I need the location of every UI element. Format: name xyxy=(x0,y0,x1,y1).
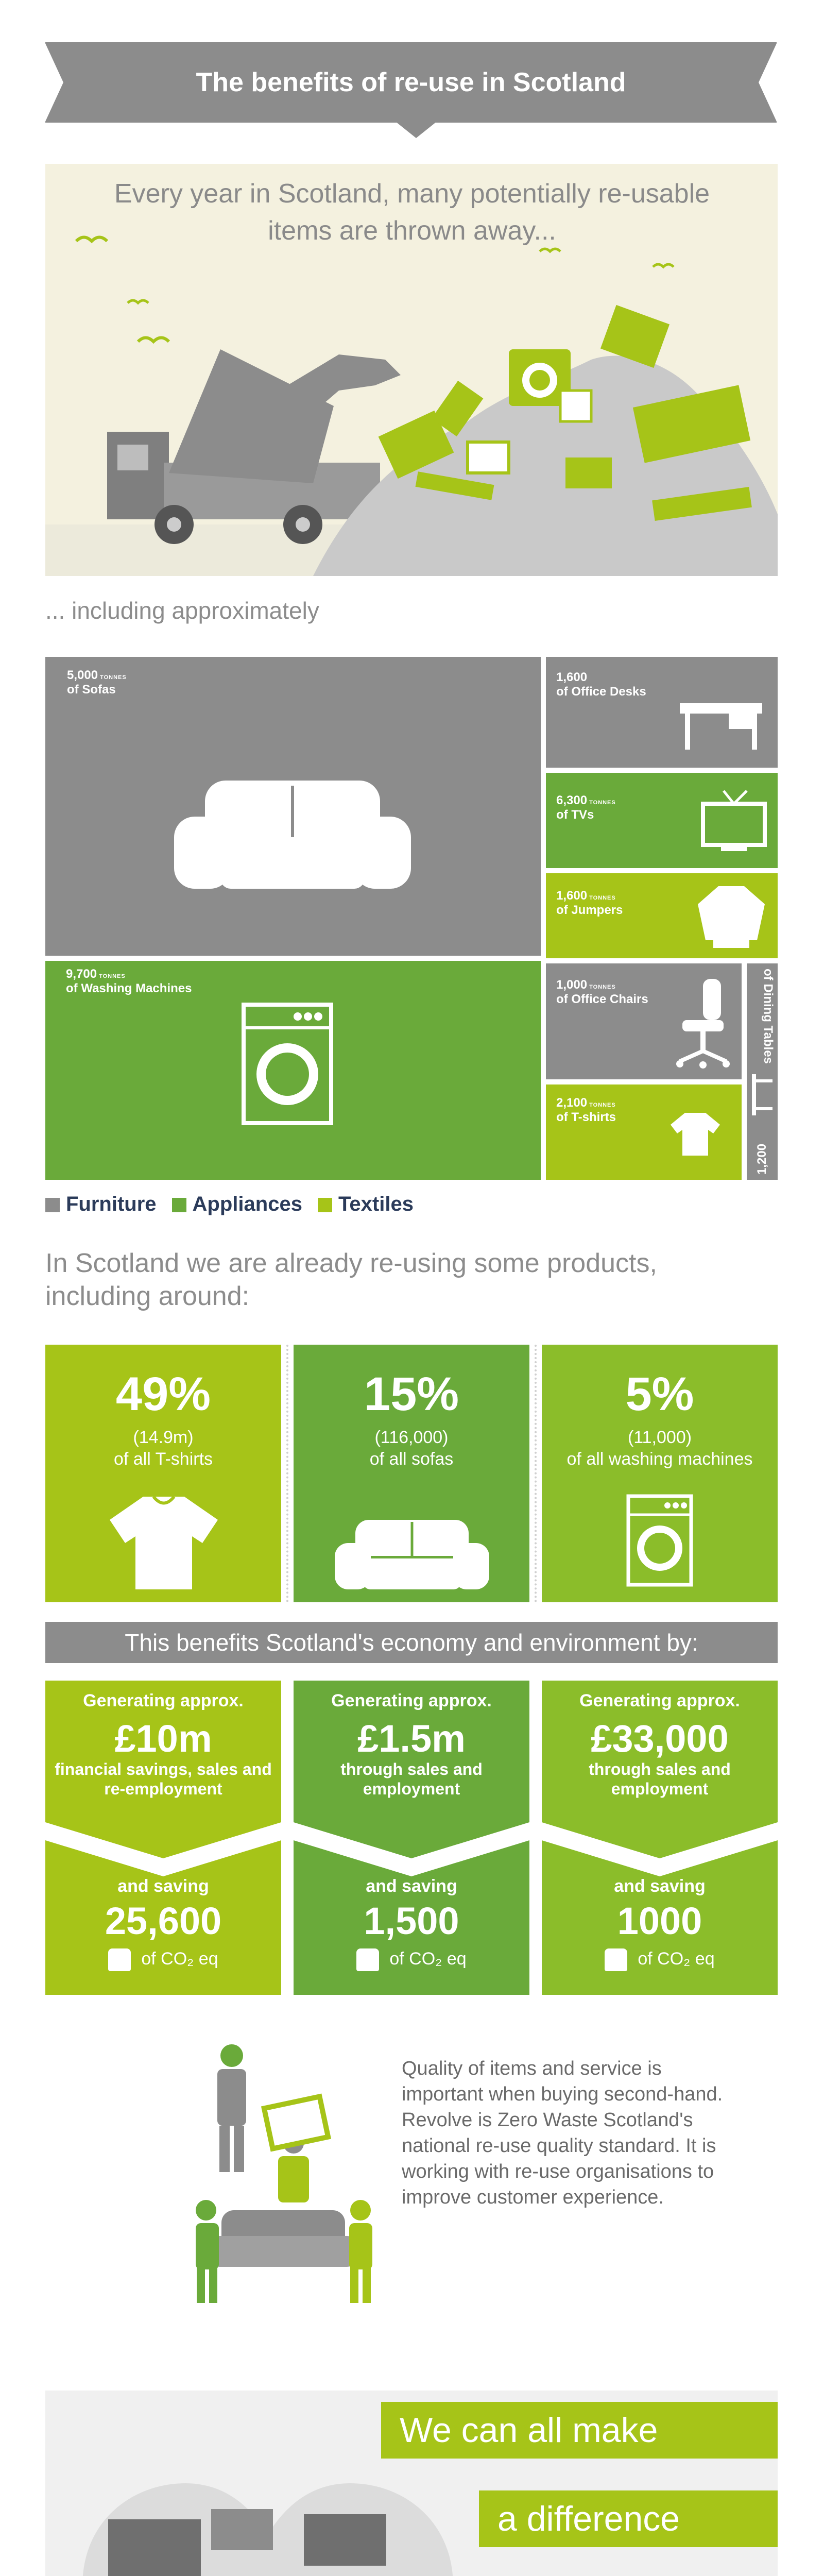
tile-office-chairs xyxy=(546,963,742,1079)
hero-text: Every year in Scotland, many potentially re-usable items are thrown away... xyxy=(114,179,710,246)
stat-tshirts-count: (14.9m) xyxy=(133,1428,194,1447)
benefit-3-tonnes: 1000 xyxy=(617,1900,702,1942)
benefit-3-desc: through sales and employment xyxy=(589,1760,731,1798)
tile-tshirts-label: of T-shirts xyxy=(556,1110,616,1124)
benefit-1-amount: £10m xyxy=(114,1717,212,1760)
benefit-1-tonnes: 25,600 xyxy=(105,1900,222,1942)
stat-washing-count: (11,000) xyxy=(627,1428,692,1447)
tile-tvs-label: of TVs xyxy=(556,808,594,822)
tile-sofas-label: of Sofas xyxy=(67,683,116,697)
office-chair-icon xyxy=(675,976,731,1069)
difference-line-2: a difference xyxy=(479,2490,778,2547)
tv-icon xyxy=(700,788,767,855)
benefit-1-co2: of CO₂ eq xyxy=(45,1948,281,1971)
washing-machine-icon xyxy=(626,1494,693,1587)
people-carrying-furniture-illustration xyxy=(191,2040,376,2308)
tshirt-icon xyxy=(670,1110,721,1157)
tile-dining-tables xyxy=(747,963,778,1180)
benefits-banner: This benefits Scotland's economy and environment by: xyxy=(45,1622,778,1663)
title-banner-pointer xyxy=(396,122,437,138)
jumper-icon xyxy=(695,884,767,951)
weight-icon xyxy=(108,1948,131,1971)
stat-tshirts-label: of all T-shirts xyxy=(113,1449,213,1469)
tile-chairs-num: 1,000 xyxy=(556,978,588,992)
tile-washing-label: of Washing Machines xyxy=(66,981,192,995)
already-reusing-heading: In Scotland we are already re-using some products, including around: xyxy=(45,1248,657,1311)
tonnes-unit: TONNES xyxy=(589,1102,616,1108)
including-heading: ... including approximately xyxy=(45,597,319,624)
benefit-2-saving: and saving xyxy=(366,1876,457,1896)
benefit-column-2 xyxy=(294,1681,529,1995)
tile-office-desks xyxy=(546,657,778,768)
tshirt-icon xyxy=(107,1494,220,1592)
heart-of-items-illustration xyxy=(62,2473,474,2576)
benefit-2-tonnes: 1,500 xyxy=(364,1900,459,1942)
tonnes-unit: TONNES xyxy=(589,984,616,990)
tile-tvs xyxy=(546,773,778,868)
legend-appliances-swatch xyxy=(172,1198,186,1212)
benefit-2-gen: Generating approx. xyxy=(331,1691,492,1710)
tile-dining-label: of Dining Tables xyxy=(761,969,775,1064)
tile-tshirts-num: 2,100 xyxy=(556,1096,588,1110)
stat-tshirts-pct: 49% xyxy=(115,1368,211,1420)
benefit-2-co2: of CO₂ eq xyxy=(294,1948,529,1971)
tile-desks-label: of Office Desks xyxy=(556,685,646,699)
tonnes-unit: TONNES xyxy=(99,973,126,979)
benefit-1-gen: Generating approx. xyxy=(83,1691,244,1710)
weight-icon xyxy=(356,1948,379,1971)
divider xyxy=(535,1345,537,1602)
stat-sofas-count: (116,000) xyxy=(374,1428,449,1447)
benefit-column-3 xyxy=(542,1681,778,1995)
stat-tshirts xyxy=(45,1345,281,1602)
tile-jumpers-label: of Jumpers xyxy=(556,903,623,917)
benefit-3-amount: £33,000 xyxy=(591,1717,729,1760)
sofa-icon xyxy=(174,760,411,894)
stat-washing-label: of all washing machines xyxy=(566,1449,753,1469)
difference-line-1: We can all make xyxy=(381,2402,778,2459)
benefit-2-desc: through sales and employment xyxy=(340,1760,483,1798)
stat-washing-pct: 5% xyxy=(625,1368,694,1420)
tile-jumpers xyxy=(546,873,778,958)
legend-appliances: Appliances xyxy=(172,1193,302,1216)
tile-washing-machines xyxy=(45,961,541,1180)
legend-textiles: Textiles xyxy=(318,1193,414,1216)
tile-tshirts xyxy=(546,1084,742,1180)
stat-washing-machines xyxy=(542,1345,778,1602)
tonnes-unit: TONNES xyxy=(100,674,127,681)
benefit-column-1 xyxy=(45,1681,281,1995)
tile-tvs-num: 6,300 xyxy=(556,793,588,807)
desk-icon xyxy=(680,703,762,750)
tile-washing-num: 9,700 xyxy=(66,967,97,981)
legend-textiles-swatch xyxy=(318,1198,332,1212)
benefit-1-desc: financial savings, sales and re-employment xyxy=(55,1760,272,1798)
page-title: The benefits of re-use in Scotland xyxy=(196,67,626,97)
legend-furniture-swatch xyxy=(45,1198,60,1212)
tile-dining-num: 1,200 xyxy=(755,1143,769,1175)
quality-text: Quality of items and service is important when buying second-hand. Revolve is Zero Waste Scotland's national re-use quality standard. It is working with re-use organisations to improve customer experience. xyxy=(402,2058,723,2208)
divider xyxy=(286,1345,288,1602)
stat-sofas-pct: 15% xyxy=(364,1368,459,1420)
stat-sofas xyxy=(294,1345,529,1602)
benefit-2-amount: £1.5m xyxy=(357,1717,466,1760)
tile-sofas-num: 5,000 xyxy=(67,668,98,682)
tile-sofas xyxy=(45,657,541,956)
tonnes-unit: TONNES xyxy=(589,895,616,901)
benefit-1-saving: and saving xyxy=(117,1876,209,1896)
washing-machine-icon xyxy=(241,1002,334,1126)
stat-sofas-label: of all sofas xyxy=(369,1449,454,1469)
tile-jumpers-num: 1,600 xyxy=(556,889,588,903)
benefit-3-saving: and saving xyxy=(614,1876,706,1896)
tonnes-unit: TONNES xyxy=(589,800,616,806)
benefit-3-co2: of CO₂ eq xyxy=(542,1948,778,1971)
category-legend xyxy=(45,1191,414,1217)
tile-desks-num: 1,600 xyxy=(556,670,588,684)
dining-table-icon xyxy=(752,1074,772,1115)
sofa-icon xyxy=(335,1515,489,1592)
weight-icon xyxy=(605,1948,627,1971)
benefit-3-gen: Generating approx. xyxy=(579,1691,740,1710)
tile-chairs-label: of Office Chairs xyxy=(556,992,648,1006)
legend-furniture: Furniture xyxy=(45,1193,157,1216)
